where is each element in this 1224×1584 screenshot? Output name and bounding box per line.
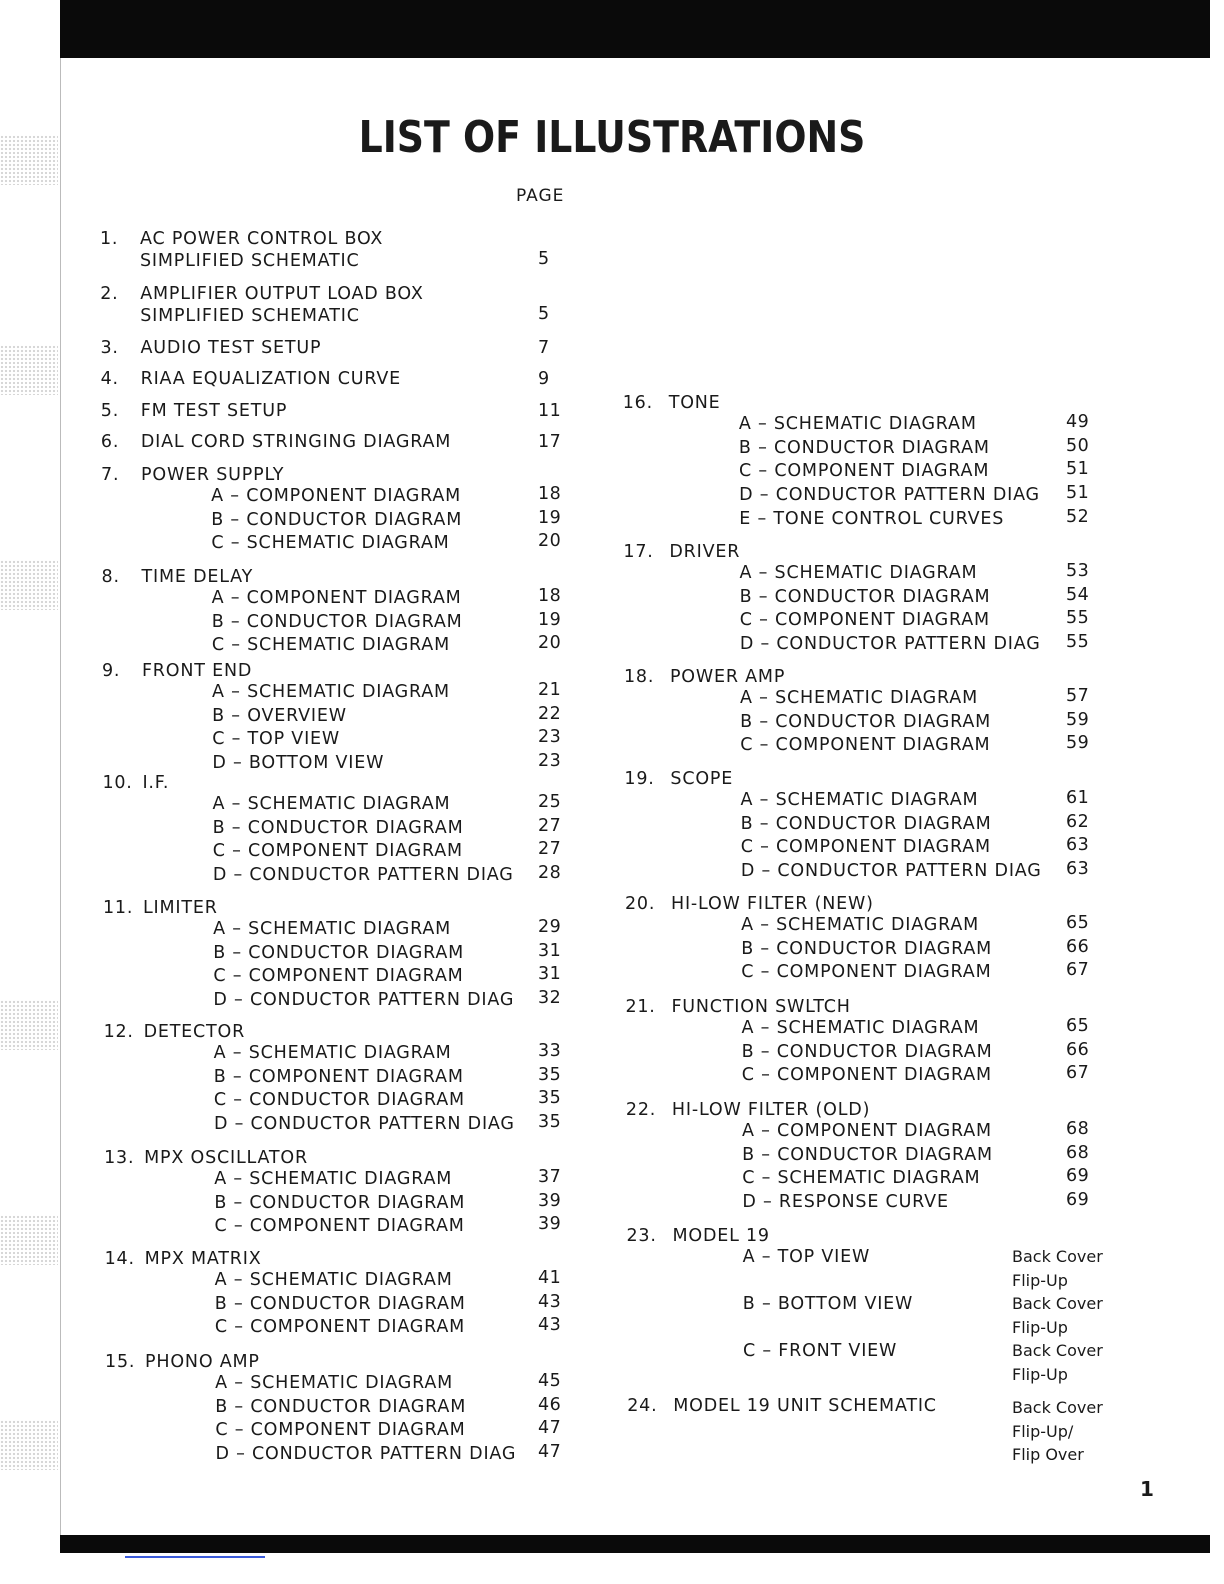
sub-entry-label: B – CONDUCTOR DIAGRAM	[741, 938, 993, 959]
sub-entry-label: C – COMPONENT DIAGRAM	[741, 1065, 992, 1086]
sub-entry-label: D – CONDUCTOR PATTERN DIAG	[213, 990, 515, 1011]
sub-entry-page: 61	[1066, 788, 1090, 808]
sub-entry-page: 59	[1066, 709, 1090, 730]
sub-entry-page: 50	[1066, 435, 1090, 456]
scan-speckle	[0, 1215, 58, 1265]
sub-entry-page: Back Cover Flip-Up	[1012, 1294, 1103, 1337]
sub-entry-page: 33	[538, 1041, 562, 1061]
sub-entry-page: 55	[1066, 608, 1090, 629]
sub-entry-page: 39	[538, 1190, 562, 1211]
entry-number: 18.	[623, 667, 655, 687]
sub-entry-label: B – CONDUCTOR DIAGRAM	[215, 1396, 467, 1417]
entry-number: 17.	[623, 542, 654, 562]
sub-entry-label: B – CONDUCTOR DIAGRAM	[741, 1041, 993, 1062]
sub-entry-label: A – SCHEMATIC DIAGRAM	[740, 790, 979, 810]
entry-title: LIMITER	[143, 898, 218, 918]
sub-entry-label: C – COMPONENT DIAGRAM	[212, 841, 463, 862]
entry-title-line2: SIMPLIFIED SCHEMATIC	[139, 251, 360, 271]
sub-entry-page: 29	[538, 917, 562, 937]
sub-entry-label: B – CONDUCTOR DIAGRAM	[740, 813, 992, 834]
entry-title: HI-LOW FILTER (NEW)	[670, 894, 874, 914]
entry-number: 2.	[100, 284, 119, 304]
sub-entry-page: 47	[538, 1418, 562, 1439]
entry-page: 11	[538, 401, 562, 421]
sub-entry-page: 19	[538, 507, 562, 528]
sub-entry-label: C – COMPONENT DIAGRAM	[213, 966, 464, 987]
sub-entry-page: 57	[1066, 686, 1090, 706]
sub-entry-page: 31	[538, 964, 562, 985]
scan-speckle	[0, 1000, 58, 1050]
scan-speckle	[0, 560, 58, 610]
entry-title: POWER SUPPLY	[141, 465, 285, 485]
entry-page: 17	[538, 432, 562, 452]
sub-entry-label: C – CONDUCTOR DIAGRAM	[213, 1090, 465, 1111]
entry-number: 15.	[105, 1352, 136, 1372]
entry-page: 5	[538, 249, 550, 269]
entry-number: 11.	[103, 898, 134, 918]
entry-number: 5.	[100, 401, 120, 421]
sub-entry-label: D – CONDUCTOR PATTERN DIAG	[740, 861, 1042, 882]
sub-entry-label: C – COMPONENT DIAGRAM	[739, 610, 990, 631]
sub-entry-label: D – BOTTOM VIEW	[212, 753, 385, 774]
entry-number: 14.	[104, 1249, 135, 1269]
entry-number: 16.	[622, 393, 653, 413]
page-column-header: PAGE	[516, 186, 565, 206]
sub-entry-label: C – COMPONENT DIAGRAM	[215, 1420, 466, 1441]
entry-title: TONE	[668, 393, 721, 413]
sub-entry-label: C – SCHEMATIC DIAGRAM	[742, 1168, 981, 1189]
sub-entry-page: 21	[538, 680, 562, 700]
sub-entry-page: 25	[538, 792, 562, 812]
entry-page: Back Cover Flip-Up/ Flip Over	[1012, 1398, 1103, 1464]
entry-title: I.F.	[142, 773, 170, 793]
sub-entry-page: 20	[538, 531, 562, 552]
sub-entry-label: B – CONDUCTOR DIAGRAM	[214, 1293, 466, 1314]
sub-entry-label: D – CONDUCTOR PATTERN DIAG	[215, 1444, 517, 1465]
sub-entry-label: B – OVERVIEW	[212, 705, 347, 726]
entry-page: 5	[538, 304, 550, 324]
sub-entry-page: 43	[538, 1291, 562, 1312]
sub-entry-label: A – SCHEMATIC DIAGRAM	[213, 1043, 452, 1063]
entry-number: 7.	[101, 465, 120, 485]
top-black-bar	[60, 0, 1210, 58]
sub-entry-page: 49	[1066, 412, 1090, 432]
bottom-black-bar	[60, 1535, 1210, 1553]
sub-entry-page: 37	[538, 1167, 562, 1187]
sub-entry-page: 22	[538, 703, 562, 724]
sub-entry-label: C – FRONT VIEW	[742, 1341, 898, 1361]
entry-title: TIME DELAY	[141, 567, 254, 587]
entry-title-line2: SIMPLIFIED SCHEMATIC	[140, 306, 360, 326]
sub-entry-page: 63	[1066, 835, 1090, 856]
scan-speckle	[0, 345, 58, 395]
entry-number: 3.	[100, 338, 119, 358]
entry-title: FUNCTION SWLTCH	[671, 997, 851, 1017]
sub-entry-label: C – COMPONENT DIAGRAM	[740, 735, 991, 756]
sub-entry-label: C – SCHEMATIC DIAGRAM	[211, 635, 450, 656]
sub-entry-label: D – CONDUCTOR PATTERN DIAG	[213, 1114, 515, 1135]
sub-entry-page: 67	[1066, 960, 1090, 981]
entry-title: SCOPE	[670, 769, 734, 789]
sub-entry-label: B – CONDUCTOR DIAGRAM	[214, 1192, 466, 1213]
sub-entry-page: 52	[1066, 506, 1090, 527]
sub-entry-label: C – COMPONENT DIAGRAM	[214, 1317, 466, 1338]
entry-title: MPX MATRIX	[144, 1249, 262, 1269]
sub-entry-page: 62	[1066, 811, 1090, 832]
entry-title: DRIVER	[669, 542, 741, 562]
sub-entry-label: A – SCHEMATIC DIAGRAM	[738, 414, 977, 434]
sub-entry-label: A – SCHEMATIC DIAGRAM	[215, 1373, 454, 1393]
sub-entry-page: 55	[1066, 632, 1090, 653]
sub-entry-page: 65	[1066, 1016, 1090, 1036]
sub-entry-label: A – COMPONENT DIAGRAM	[742, 1121, 992, 1141]
sub-entry-label: B – COMPONENT DIAGRAM	[213, 1066, 464, 1087]
sub-entry-page: 35	[538, 1064, 562, 1085]
sub-entry-page: 51	[1066, 459, 1090, 480]
entry-number: 23.	[626, 1226, 657, 1246]
sub-entry-page: 18	[538, 484, 562, 504]
sub-entry-label: A – COMPONENT DIAGRAM	[211, 588, 462, 608]
sub-entry-label: B – CONDUCTOR DIAGRAM	[742, 1144, 993, 1165]
sub-entry-label: E – TONE CONTROL CURVES	[739, 508, 1005, 529]
sub-entry-page: 68	[1066, 1119, 1090, 1139]
entry-title: AUDIO TEST SETUP	[140, 338, 322, 358]
entry-page: 7	[538, 338, 550, 358]
sub-entry-label: C – SCHEMATIC DIAGRAM	[211, 533, 450, 554]
sub-entry-page: 45	[538, 1371, 562, 1391]
entry-title: RIAA EQUALIZATION CURVE	[140, 369, 401, 389]
scan-mark	[125, 1556, 265, 1558]
page-left-edge	[60, 58, 61, 1535]
sub-entry-label: C – TOP VIEW	[212, 729, 341, 750]
scan-speckle	[0, 135, 58, 185]
sub-entry-label: A – SCHEMATIC DIAGRAM	[214, 1270, 453, 1290]
sub-entry-label: A – SCHEMATIC DIAGRAM	[213, 919, 452, 939]
sub-entry-label: A – SCHEMATIC DIAGRAM	[214, 1169, 453, 1189]
sub-entry-label: C – COMPONENT DIAGRAM	[740, 837, 991, 858]
sub-entry-page: 51	[1066, 483, 1090, 504]
sub-entry-page: 66	[1066, 1039, 1090, 1060]
sub-entry-page: 63	[1066, 859, 1090, 880]
sub-entry-page: 27	[538, 839, 562, 860]
sub-entry-label: A – TOP VIEW	[742, 1247, 871, 1267]
sub-entry-label: A – SCHEMATIC DIAGRAM	[739, 563, 978, 583]
entry-number: 12.	[103, 1022, 134, 1042]
sub-entry-page: 41	[538, 1268, 562, 1288]
entry-title: MODEL 19	[672, 1226, 770, 1246]
entry-title: AC POWER CONTROL BOX	[139, 229, 384, 249]
sub-entry-page: 31	[538, 940, 562, 961]
sub-entry-page: Back Cover Flip-Up	[1012, 1341, 1103, 1384]
entry-number: 9.	[101, 661, 121, 681]
sub-entry-page: 23	[538, 751, 562, 772]
sub-entry-page: 46	[538, 1394, 562, 1415]
sub-entry-page: 27	[538, 815, 562, 836]
entry-title: PHONO AMP	[145, 1352, 260, 1372]
entry-title: MODEL 19 UNIT SCHEMATIC	[673, 1396, 937, 1416]
sub-entry-page: 28	[538, 863, 562, 884]
entry-number: 8.	[101, 567, 120, 587]
sub-entry-page: 65	[1066, 913, 1090, 933]
sub-entry-label: B – CONDUCTOR DIAGRAM	[738, 437, 990, 458]
entry-number: 10.	[102, 773, 133, 793]
page-title: LIST OF ILLUSTRATIONS	[358, 112, 866, 163]
sub-entry-page: 20	[538, 633, 562, 654]
entry-number: 22.	[625, 1100, 657, 1120]
sub-entry-label: B – BOTTOM VIEW	[742, 1294, 914, 1314]
entry-number: 4.	[100, 369, 119, 389]
sub-entry-label: B – CONDUCTOR DIAGRAM	[211, 611, 463, 632]
entry-page: 9	[538, 369, 550, 389]
sub-entry-label: A – SCHEMATIC DIAGRAM	[740, 688, 978, 708]
sub-entry-label: C – COMPONENT DIAGRAM	[214, 1216, 465, 1237]
sub-entry-page: 54	[1066, 584, 1090, 605]
sub-entry-label: B – CONDUCTOR DIAGRAM	[740, 711, 991, 732]
sub-entry-label: D – CONDUCTOR PATTERN DIAG	[212, 865, 514, 886]
page-number: 1	[1140, 1477, 1154, 1501]
entry-title: DIAL CORD STRINGING DIAGRAM	[140, 432, 452, 452]
entry-title: POWER AMP	[669, 667, 786, 687]
entry-title: MPX OSCILLATOR	[144, 1148, 308, 1168]
sub-entry-page: 39	[538, 1214, 562, 1235]
entry-title: FRONT END	[141, 661, 253, 681]
sub-entry-page: 67	[1066, 1063, 1090, 1084]
sub-entry-label: A – SCHEMATIC DIAGRAM	[741, 915, 979, 935]
sub-entry-label: B – CONDUCTOR DIAGRAM	[212, 817, 464, 838]
sub-entry-page: 69	[1066, 1166, 1090, 1187]
sub-entry-label: D – CONDUCTOR PATTERN DIAG	[739, 634, 1041, 655]
sub-entry-label: C – COMPONENT DIAGRAM	[741, 962, 992, 983]
sub-entry-label: B – CONDUCTOR DIAGRAM	[213, 942, 465, 963]
sub-entry-label: A – SCHEMATIC DIAGRAM	[212, 682, 450, 702]
entry-number: 19.	[624, 769, 655, 789]
sub-entry-page: 32	[538, 988, 562, 1009]
sub-entry-label: D – CONDUCTOR PATTERN DIAG	[739, 485, 1040, 506]
sub-entry-page: 69	[1066, 1190, 1090, 1211]
sub-entry-page: 59	[1066, 733, 1090, 754]
sub-entry-page: 66	[1066, 936, 1090, 957]
entry-title: DETECTOR	[143, 1022, 246, 1042]
sub-entry-label: A – SCHEMATIC DIAGRAM	[212, 794, 451, 814]
entry-number: 6.	[100, 432, 120, 452]
sub-entry-page: 68	[1066, 1142, 1090, 1163]
entry-number: 13.	[104, 1148, 135, 1168]
sub-entry-label: B – CONDUCTOR DIAGRAM	[211, 509, 463, 530]
sub-entry-page: 47	[538, 1442, 562, 1463]
entry-title: FM TEST SETUP	[140, 401, 288, 421]
sub-entry-label: D – RESPONSE CURVE	[742, 1192, 949, 1213]
scan-speckle	[0, 1420, 58, 1470]
sub-entry-label: A – COMPONENT DIAGRAM	[211, 486, 462, 506]
sub-entry-label: A – SCHEMATIC DIAGRAM	[741, 1018, 980, 1038]
entry-title: AMPLIFIER OUTPUT LOAD BOX	[140, 284, 424, 304]
sub-entry-page: 19	[538, 609, 562, 630]
entry-title: HI-LOW FILTER (OLD)	[671, 1100, 871, 1120]
entry-number: 20.	[624, 894, 656, 914]
sub-entry-page: 35	[538, 1088, 562, 1109]
sub-entry-page: 18	[538, 586, 562, 606]
sub-entry-page: 43	[538, 1315, 562, 1336]
entry-number: 21.	[625, 997, 656, 1017]
sub-entry-label: B – CONDUCTOR DIAGRAM	[739, 586, 991, 607]
sub-entry-label: C – COMPONENT DIAGRAM	[739, 461, 990, 482]
sub-entry-page: 23	[538, 727, 562, 748]
entry-number: 24.	[627, 1396, 658, 1416]
entry-number: 1.	[99, 229, 119, 249]
sub-entry-page: 53	[1066, 561, 1090, 581]
sub-entry-page: Back Cover Flip-Up	[1012, 1247, 1103, 1290]
sub-entry-page: 35	[538, 1112, 562, 1133]
